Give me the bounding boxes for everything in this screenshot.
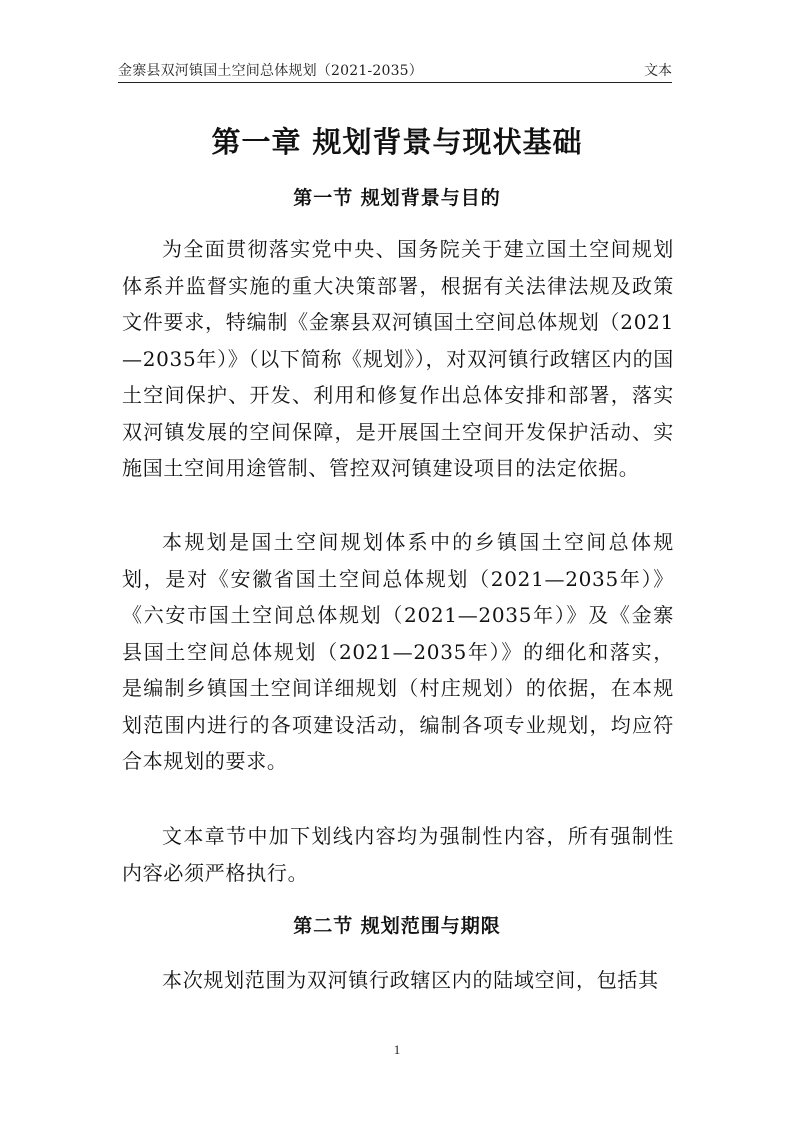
- paragraph-planning-scope: 本次规划范围为双河镇行政辖区内的陆域空间，包括其: [162, 968, 659, 992]
- paragraph-planning-hierarchy: 本规划是国土空间规划体系中的乡镇国土空间总体规划，是对《安徽省国土空间总体规划（2021—2035年）》《六安市国土空间总体规划（2021—2035年）》及《金寨县国土空间总体规划（2021—2035年）》的细化和落实，是编制乡镇国土空间详细规划（村庄规划）的依据，在本规划范围内进行的各项建设活动，编制各项专业规划，均应符合本规划的要求。: [122, 530, 674, 773]
- chapter-title: 第一章 规划背景与现状基础: [211, 125, 583, 159]
- header-document-type: 文本: [644, 63, 672, 79]
- page-number: 1: [393, 1042, 401, 1057]
- section-title-scope-and-period: 第二节 规划范围与期限: [293, 915, 501, 937]
- section-title-background: 第一节 规划背景与目的: [293, 187, 501, 209]
- paragraph-mandatory-content-note: 文本章节中加下划线内容均为强制性内容，所有强制性内容必须严格执行。: [122, 824, 674, 885]
- page-header: [118, 58, 672, 83]
- header-document-title: 金寨县双河镇国土空间总体规划（2021-2035）: [118, 63, 423, 79]
- paragraph-planning-purpose: 为全面贯彻落实党中央、国务院关于建立国土空间规划体系并监督实施的重大决策部署，根据有关法律法规及政策文件要求，特编制《金寨县双河镇国土空间总体规划（2021—2035年）》（以下简称《规划》），对双河镇行政辖区内的国土空间保护、开发、利用和修复作出总体安排和部署，落实双河镇发展的空间保障，是开展国土空间开发保护活动、实施国土空间用途管制、管控双河镇建设项目的法定依据。: [122, 237, 674, 480]
